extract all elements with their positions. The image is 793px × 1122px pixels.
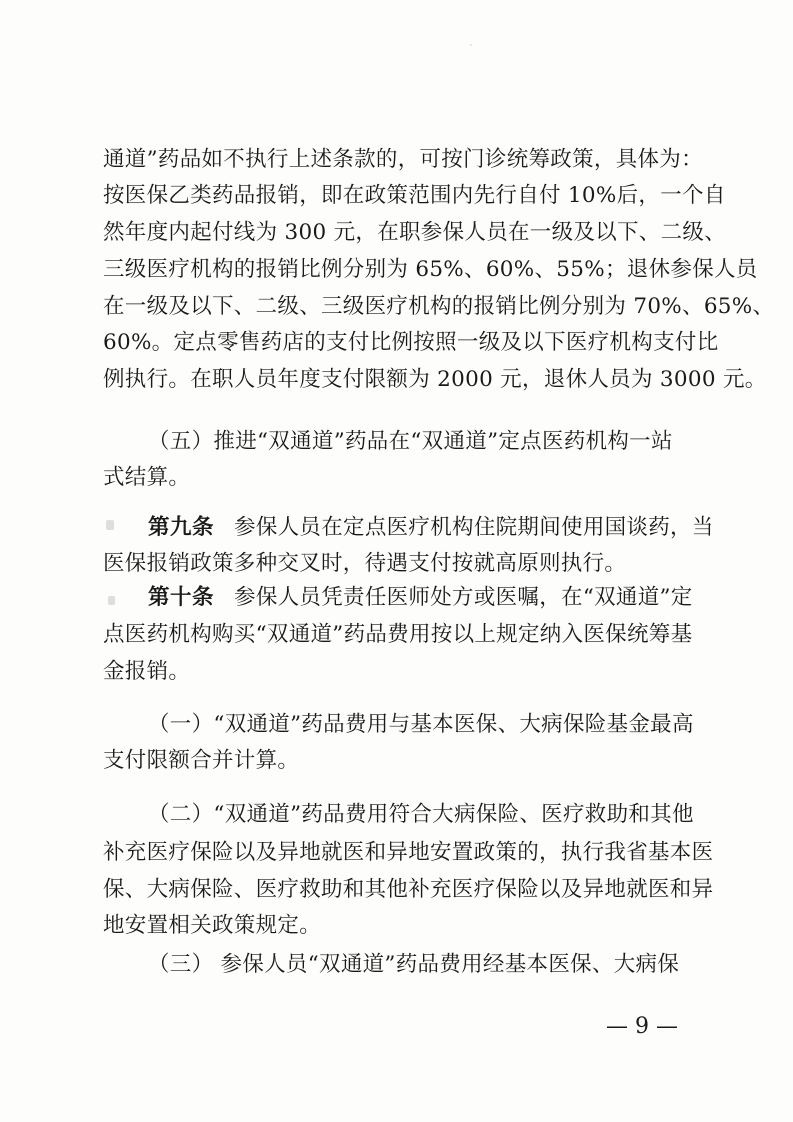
text-line-18: 补充医疗保险以及异地就医和异地安置政策的，执行我省基本医: [103, 840, 714, 865]
article-10-text: 参保人员凭责任医师处方或医嘱，在“双通道”定: [234, 585, 693, 610]
text-line-11: 医保报销政策多种交叉时，待遇支付按就高原则执行。: [103, 551, 627, 576]
text-line-17: （二）“双通道”药品费用符合大病保险、医疗救助和其他: [148, 802, 694, 827]
article-9-label: 第九条: [148, 515, 215, 540]
text-line-2: 按医保乙类药品报销，即在政策范围内先行自付 10%后，一个自: [103, 183, 726, 208]
text-line-6: 60%。定点零售药店的支付比例按照一级及以下医疗机构支付比: [103, 330, 719, 355]
text-line-7: 例执行。在职人员年度支付限额为 2000 元，退休人员为 3000 元。: [103, 367, 767, 392]
text-line-9: 式结算。: [103, 465, 191, 490]
text-line-16: 支付限额合并计算。: [103, 748, 300, 773]
article-9-text: 参保人员在定点医疗机构住院期间使用国谈药，当: [234, 515, 714, 540]
text-line-21: （三） 参保人员“双通道”药品费用经基本医保、大病保: [148, 952, 680, 977]
text-line-8: （五）推进“双通道”药品在“双通道”定点医药机构一站: [148, 429, 673, 454]
article-9-line: [148, 513, 714, 543]
text-line-14: 金报销。: [103, 659, 191, 684]
text-line-20: 地安置相关政策规定。: [103, 913, 322, 938]
text-line-1: 通道”药品如不执行上述条款的，可按门诊统筹政策，具体为：: [103, 147, 703, 172]
text-line-5: 在一级及以下、二级、三级医疗机构的报销比例分别为 70%、65%、: [103, 294, 775, 319]
scan-speck: [106, 520, 114, 530]
text-line-3: 然年度内起付线为 300 元，在职参保人员在一级及以下、二级、: [103, 220, 727, 245]
text-line-13: 点医药机构购买“双通道”药品费用按以上规定纳入医保统筹基: [103, 622, 693, 647]
scan-speck: [470, 44, 472, 46]
scan-speck: [108, 596, 115, 605]
text-line-4: 三级医疗机构的报销比例分别为 65%、60%、55%；退休参保人员: [103, 257, 758, 282]
article-10-line: [148, 583, 691, 613]
text-line-15: （一）“双通道”药品费用与基本医保、大病保险基金最高: [148, 712, 694, 737]
text-line-19: 保、大病保险、医疗救助和其他补充医疗保险以及异地就医和异: [103, 877, 714, 902]
page-number: — 9 —: [606, 1014, 678, 1039]
article-10-label: 第十条: [148, 585, 215, 610]
